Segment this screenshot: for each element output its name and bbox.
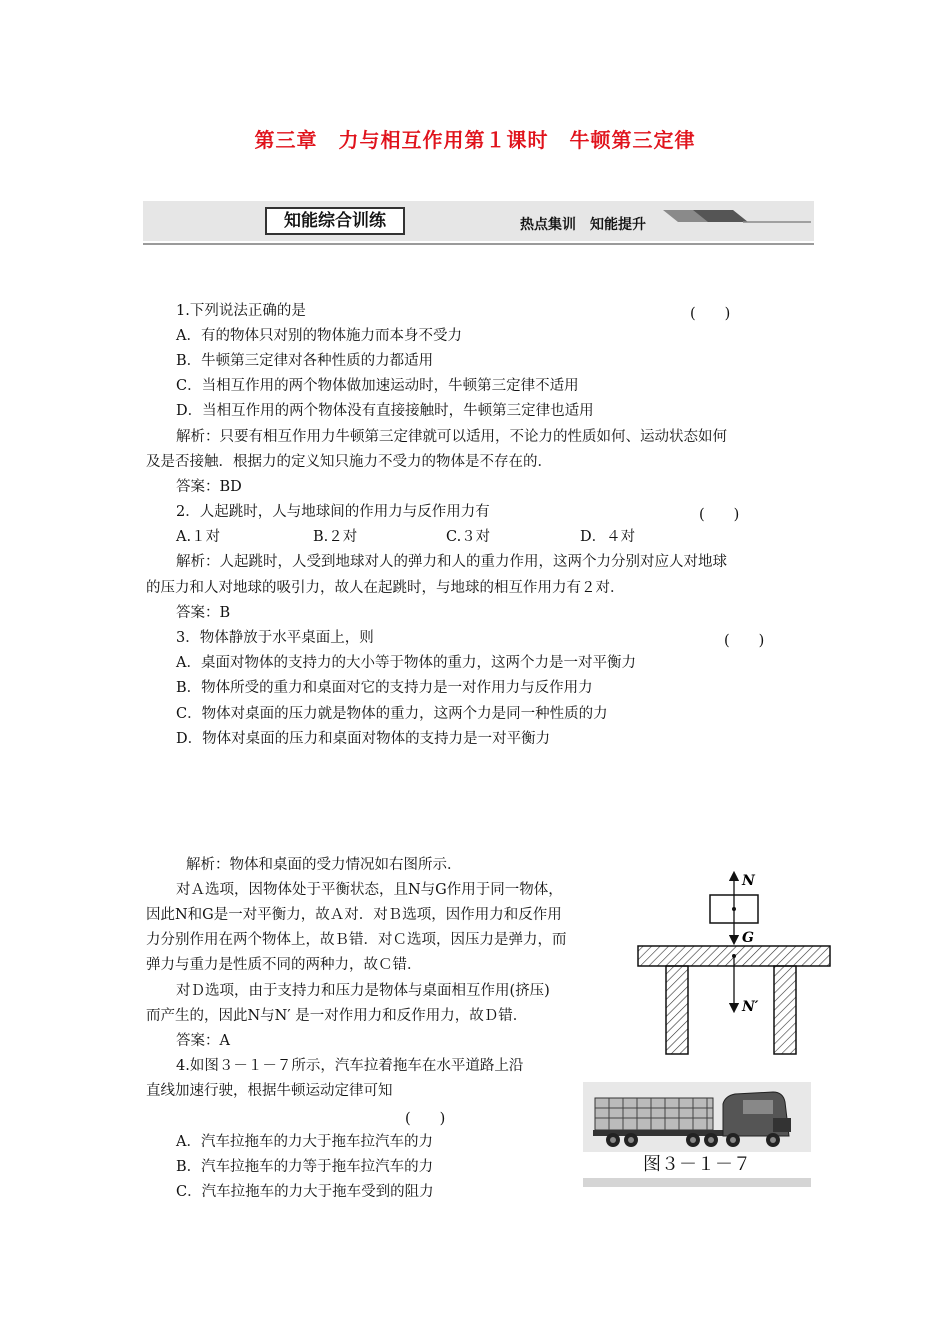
- q1-option-d: D．当相互作用的两个物体没有直接接触时，牛顿第三定律也适用: [176, 403, 594, 419]
- q1-option-c: C．当相互作用的两个物体做加速运动时，牛顿第三定律不适用: [176, 378, 579, 394]
- caption-bar: [583, 1178, 811, 1187]
- q2-analysis-line-2: 的压力和人对地球的吸引力，故人在起跳时，与地球的相互作用力有２对．: [146, 580, 625, 596]
- q3-analysis-line-5: 弹力与重力是性质不同的两种力，故Ｃ错．: [146, 957, 422, 973]
- q3-analysis-line-3: 因此N和G是一对平衡力，故Ａ对．对Ｂ选项，因作用力和反作用: [146, 907, 562, 923]
- q3-stem: 3．物体静放于水平桌面上，则: [176, 630, 374, 646]
- q3-option-b: B．物体所受的重力和桌面对它的支持力是一对作用力与反作用力: [176, 680, 593, 696]
- q4-stem-line-1: 4.如图３－１－７所示，汽车拉着拖车在水平道路上沿: [176, 1058, 524, 1074]
- q3-analysis-line-4: 力分别作用在两个物体上，故Ｂ错．对Ｃ选项，因压力是弹力，而: [146, 932, 567, 948]
- section-banner: [143, 201, 814, 241]
- label-n: N: [742, 873, 755, 889]
- q1-answer-bracket: ( ): [690, 306, 731, 322]
- figure-caption: 图３－１－７: [583, 1152, 811, 1178]
- force-diagram: [636, 868, 836, 1058]
- q2-option-c: C.３对: [446, 529, 491, 545]
- q4-option-a: A．汽车拉拖车的力大于拖车拉汽车的力: [176, 1134, 433, 1150]
- q1-stem: 1.下列说法正确的是: [176, 303, 306, 319]
- q3-option-d: D．物体对桌面的压力和桌面对物体的支持力是一对平衡力: [176, 731, 551, 747]
- q2-answer: 答案：B: [176, 605, 231, 621]
- label-g: G: [742, 930, 754, 946]
- q1-option-a: A．有的物体只对别的物体施力而本身不受力: [176, 328, 462, 344]
- q2-option-d: D．４对: [580, 529, 636, 545]
- q3-analysis-line-1: 解析：物体和桌面的受力情况如右图所示．: [186, 857, 462, 873]
- q4-answer-bracket: ( ): [405, 1111, 446, 1127]
- q2-stem: 2．人起跳时，人与地球间的作用力与反作用力有: [176, 504, 490, 520]
- q3-analysis-line-2: 对Ａ选项，因物体处于平衡状态，且N与G作用于同一物体，: [176, 882, 563, 898]
- banner-decoration: [663, 206, 813, 228]
- table-leg-right: [774, 966, 796, 1054]
- q1-analysis-line-2: 及是否接触．根据力的定义知只施力不受力的物体是不存在的．: [146, 454, 552, 470]
- banner-tagline: 热点集训 知能提升: [520, 217, 646, 233]
- q3-analysis-line-7: 而产生的，因此N与N′ 是一对作用力和反作用力，故Ｄ错．: [146, 1008, 528, 1024]
- q4-option-b: B．汽车拉拖车的力等于拖车拉汽车的力: [176, 1159, 434, 1175]
- label-n-prime: N′: [742, 999, 759, 1015]
- q2-answer-bracket: ( ): [699, 507, 740, 523]
- q4-option-c: C．汽车拉拖车的力大于拖车受到的阻力: [176, 1184, 434, 1200]
- q3-analysis-line-6: 对Ｄ选项，由于支持力和压力是物体与桌面相互作用(挤压): [176, 983, 550, 999]
- q3-option-a: A．桌面对物体的支持力的大小等于物体的重力，这两个力是一对平衡力: [176, 655, 636, 671]
- table-leg-left: [666, 966, 688, 1054]
- q3-answer: 答案：A: [176, 1033, 230, 1049]
- q3-option-c: C．物体对桌面的压力就是物体的重力，这两个力是同一种性质的力: [176, 706, 608, 722]
- truck-illustration: [583, 1082, 811, 1152]
- q4-stem-line-2: 直线加速行驶，根据牛顿运动定律可知: [146, 1083, 393, 1099]
- q1-analysis-line-1: 解析：只要有相互作用力牛顿第三定律就可以适用，不论力的性质如何、运动状态如何: [176, 429, 727, 445]
- banner-underline: [143, 243, 814, 245]
- q3-answer-bracket: ( ): [724, 633, 765, 649]
- q1-answer: 答案：BD: [176, 479, 242, 495]
- page-title: 第三章 力与相互作用第１课时 牛顿第三定律: [254, 128, 696, 152]
- q2-analysis-line-1: 解析：人起跳时，人受到地球对人的弹力和人的重力作用，这两个力分别对应人对地球: [176, 554, 727, 570]
- truck-figure: [583, 1082, 811, 1187]
- q1-option-b: B．牛顿第三定律对各种性质的力都适用: [176, 353, 434, 369]
- q2-option-b: B.２对: [313, 529, 358, 545]
- banner-label: 知能综合训练: [265, 207, 405, 235]
- q2-option-a: A.１对: [176, 529, 221, 545]
